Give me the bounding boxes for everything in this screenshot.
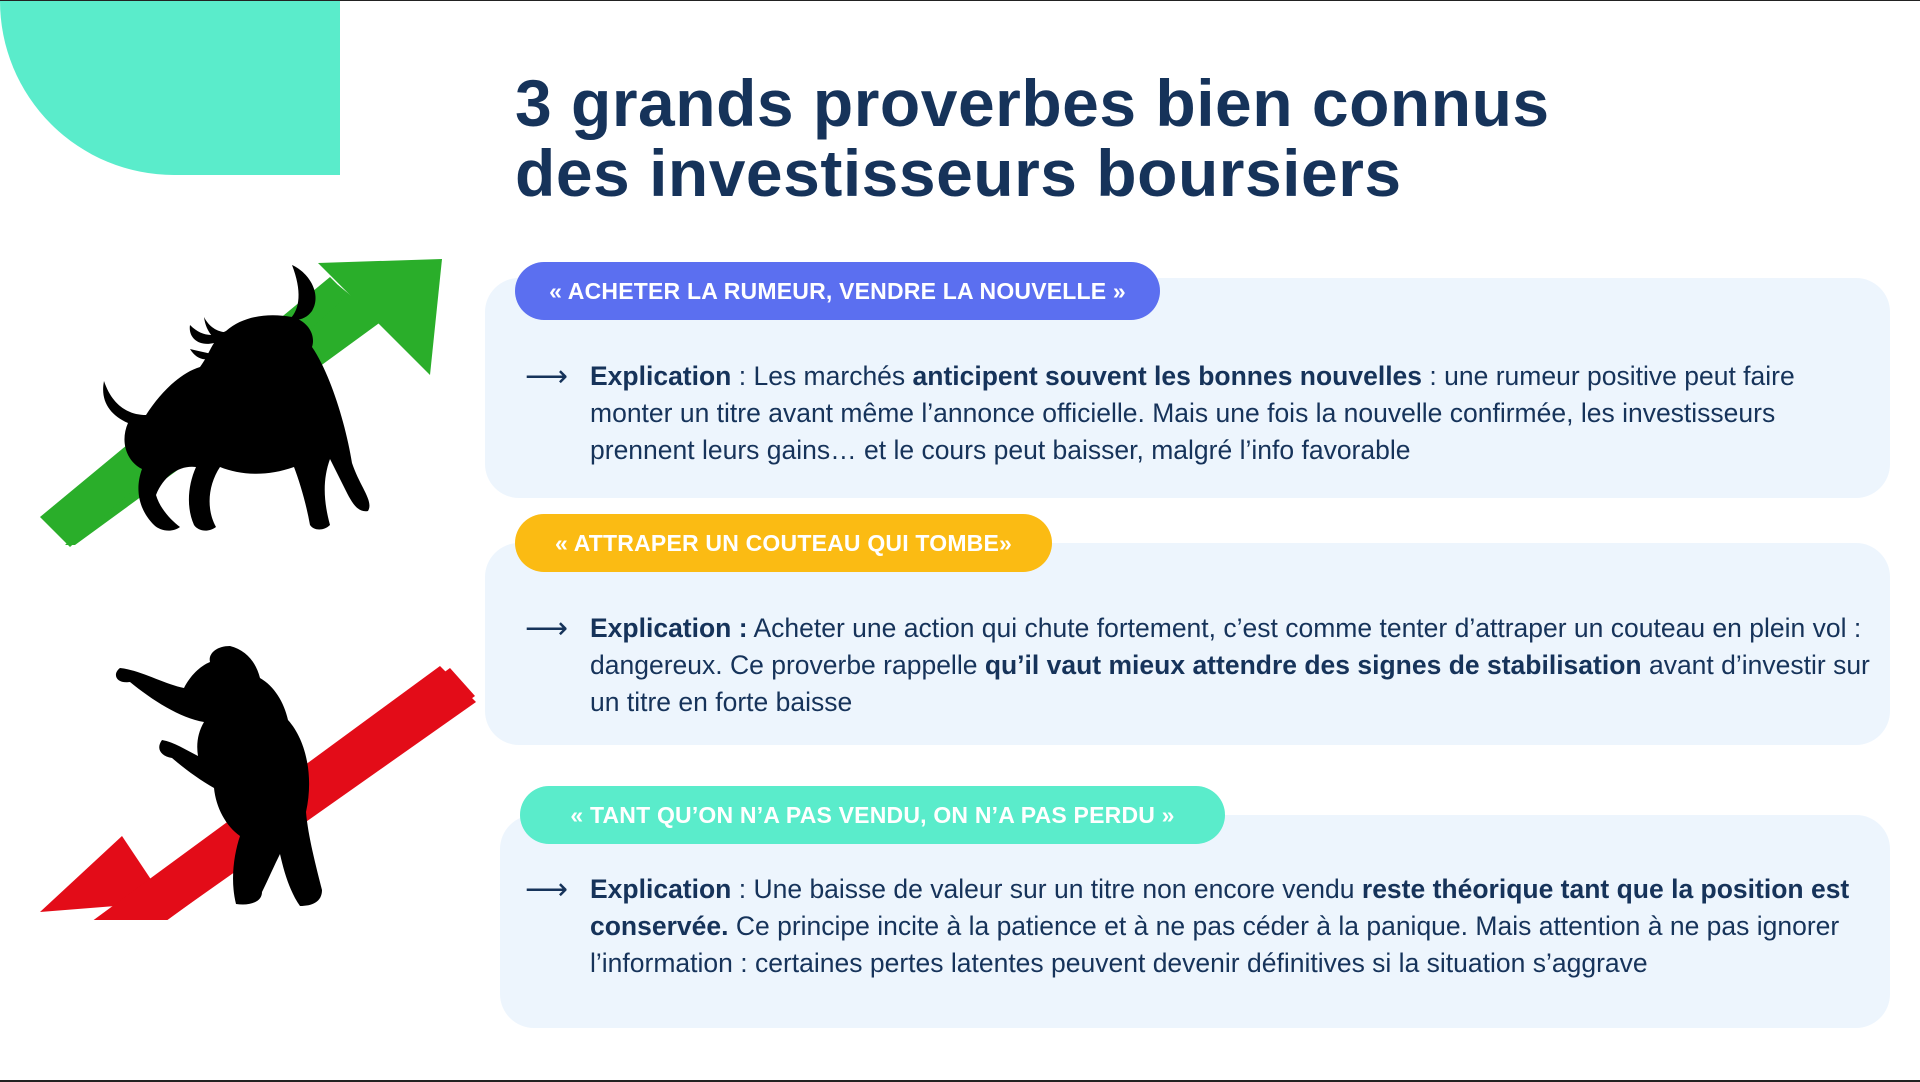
- page-title-line-1: 3 grands proverbes bien connus: [515, 66, 1550, 140]
- bear-illustration: [30, 640, 480, 920]
- proverb-explanation-1: [590, 358, 1880, 469]
- proverb-explanation-3: [590, 871, 1880, 982]
- bull-illustration: [30, 255, 450, 555]
- long-arrow-icon: ⟶: [525, 612, 569, 645]
- explanation-label: Explication: [590, 874, 732, 904]
- explanation-text: avant d’investir sur un titre en forte baisse: [590, 650, 1870, 717]
- explanation-text: : Les marchés: [731, 361, 913, 391]
- proverb-explanation-2: [590, 610, 1890, 721]
- explanation-highlight: reste théorique tant que la position est conservée.: [590, 874, 1850, 941]
- proverb-tag-1: « ACHETER LA RUMEUR, VENDRE LA NOUVELLE »: [515, 262, 1160, 320]
- proverb-tag-2: « ATTRAPER UN COUTEAU QUI TOMBE»: [515, 514, 1052, 572]
- explanation-text: : une rumeur positive peut faire monter un titre avant même l’annonce officielle. Mais une fois la nouvelle confirmée, les investisseurs prennent leurs gains… et le cours peut baisser, malgré l’info favorable: [590, 361, 1795, 465]
- page-title: [515, 68, 1715, 208]
- explanation-label: Explication :: [590, 613, 748, 643]
- decorative-corner-shape: [0, 1, 340, 175]
- explanation-text: Acheter une action qui chute fortement, c’est comme tenter d’attraper un couteau en plein vol : dangereux. Ce proverbe rappelle: [590, 613, 1862, 680]
- explanation-text: Ce principe incite à la patience et à ne pas céder à la panique. Mais attention à ne pas ignorer l’information : certaines pertes latentes peuvent devenir définitives si la situation s’aggrave: [590, 911, 1840, 978]
- page-title-line-2: des investisseurs boursiers: [515, 136, 1402, 210]
- long-arrow-icon: ⟶: [525, 873, 569, 906]
- explanation-highlight: anticipent souvent les bonnes nouvelles: [912, 361, 1423, 391]
- proverb-tag-3: « TANT QU’ON N’A PAS VENDU, ON N’A PAS PERDU »: [520, 786, 1225, 844]
- explanation-highlight: qu’il vaut mieux attendre des signes de stabilisation: [984, 650, 1642, 680]
- explanation-label: Explication: [590, 361, 732, 391]
- explanation-text: : Une baisse de valeur sur un titre non encore vendu: [731, 874, 1362, 904]
- long-arrow-icon: ⟶: [525, 360, 569, 393]
